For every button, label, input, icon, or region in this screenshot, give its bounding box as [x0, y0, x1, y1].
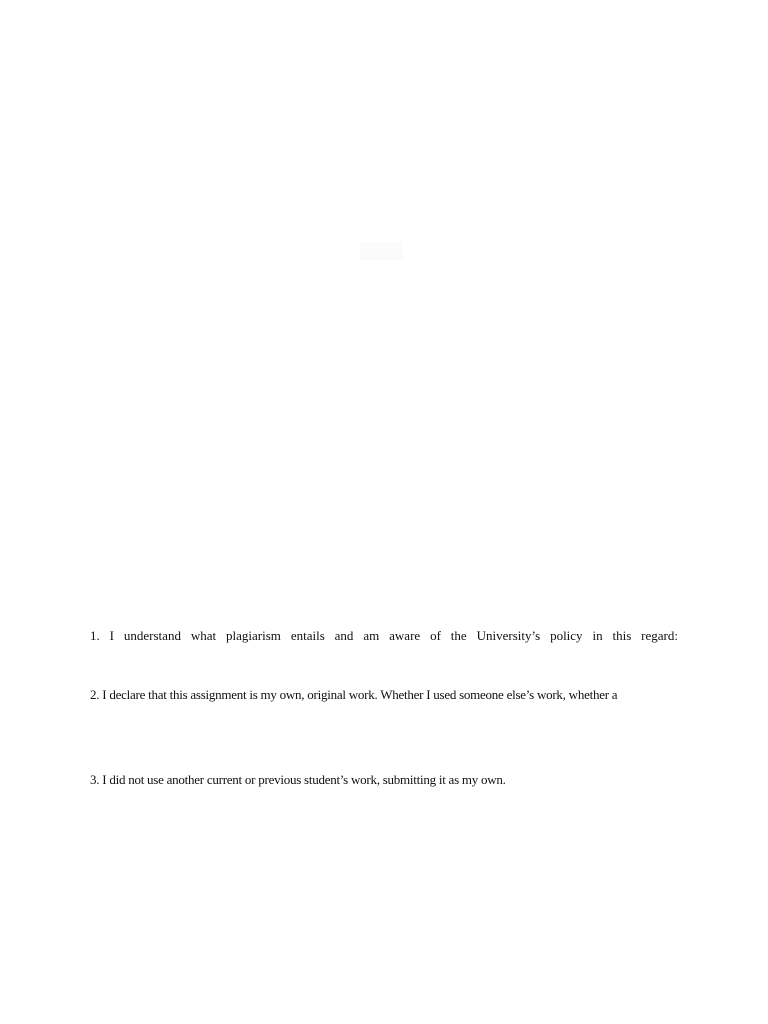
declaration-item-3: 3. I did not use another current or previous student’s work, submitting it as my own. — [90, 772, 506, 787]
declaration-item-1: 1. I understand what plagiarism entails and am aware of the University’s policy in this regard: — [90, 628, 678, 643]
declaration-item-2: 2. I declare that this assignment is my own, original work. Whether I used someone else’s work, whether a — [90, 687, 618, 702]
faint-placeholder-box — [360, 242, 403, 260]
